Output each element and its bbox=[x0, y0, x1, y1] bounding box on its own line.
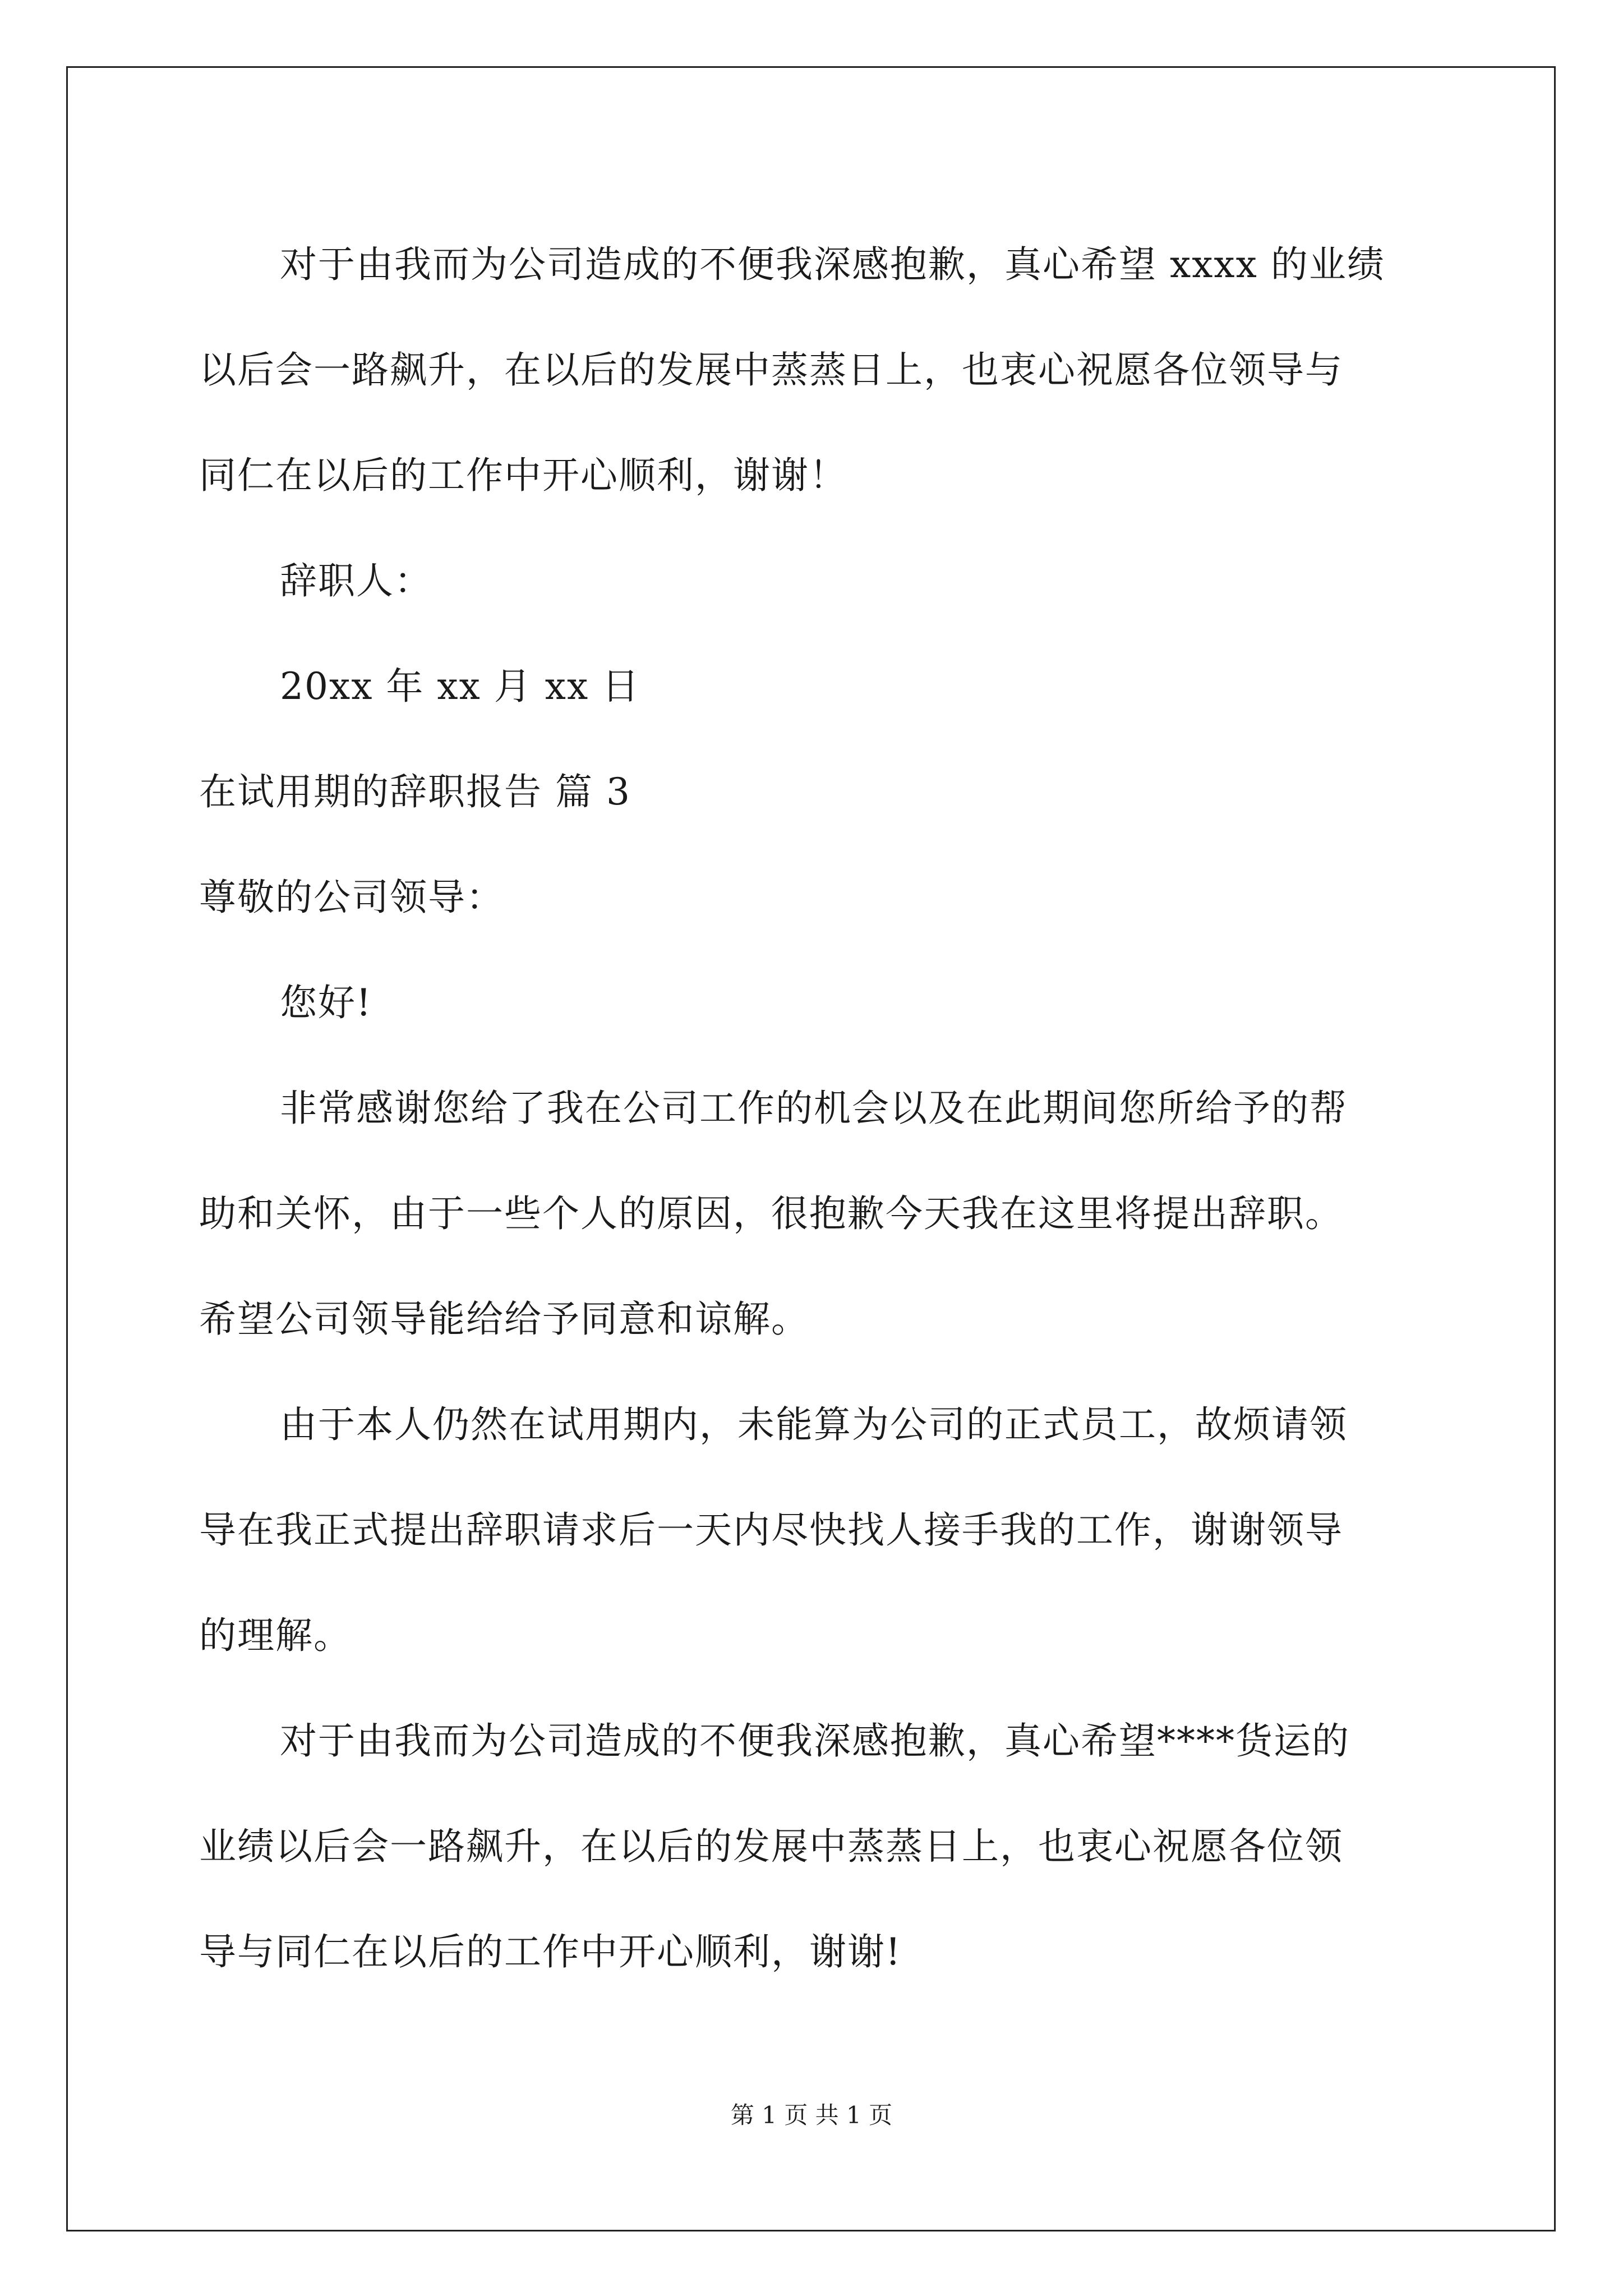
document-body bbox=[199, 212, 1427, 2005]
page-number-footer: 第 1 页 共 1 页 bbox=[730, 2101, 893, 2129]
paragraph-line: 业绩以后会一路飙升，在以后的发展中蒸蒸日上，也衷心祝愿各位领 bbox=[199, 1825, 1343, 1868]
paragraph-line: 由于本人仍然在试用期内，未能算为公司的正式员工，故烦请领 bbox=[280, 1403, 1348, 1446]
greeting: 您好! bbox=[280, 981, 372, 1024]
paragraph-line: 导在我正式提出辞职请求后一天内尽快找人接手我的工作，谢谢领导 bbox=[199, 1508, 1343, 1552]
section-heading: 在试用期的辞职报告 篇 3 bbox=[199, 770, 631, 813]
salutation: 尊敬的公司领导： bbox=[199, 876, 504, 919]
paragraph-line: 助和关怀，由于一些个人的原因，很抱歉今天我在这里将提出辞职。 bbox=[199, 1192, 1343, 1235]
paragraph-line: 非常感谢您给了我在公司工作的机会以及在此期间您所给予的帮 bbox=[280, 1087, 1348, 1130]
signature-label: 辞职人： bbox=[280, 559, 432, 602]
paragraph-line: 的理解。 bbox=[199, 1614, 352, 1657]
paragraph-line: 同仁在以后的工作中开心顺利，谢谢！ bbox=[199, 454, 847, 497]
date-line: 20xx 年 xx 月 xx 日 bbox=[280, 665, 640, 708]
paragraph-line: 希望公司领导能给给予同意和谅解。 bbox=[199, 1297, 809, 1341]
paragraph-line: 导与同仁在以后的工作中开心顺利，谢谢! bbox=[199, 1930, 902, 1973]
paragraph-line: 以后会一路飙升，在以后的发展中蒸蒸日上，也衷心祝愿各位领导与 bbox=[199, 348, 1343, 392]
paragraph-line: 对于由我而为公司造成的不便我深感抱歉，真心希望 xxxx 的业绩 bbox=[280, 243, 1385, 286]
paragraph-line: 对于由我而为公司造成的不便我深感抱歉，真心希望****货运的 bbox=[280, 1719, 1350, 1763]
